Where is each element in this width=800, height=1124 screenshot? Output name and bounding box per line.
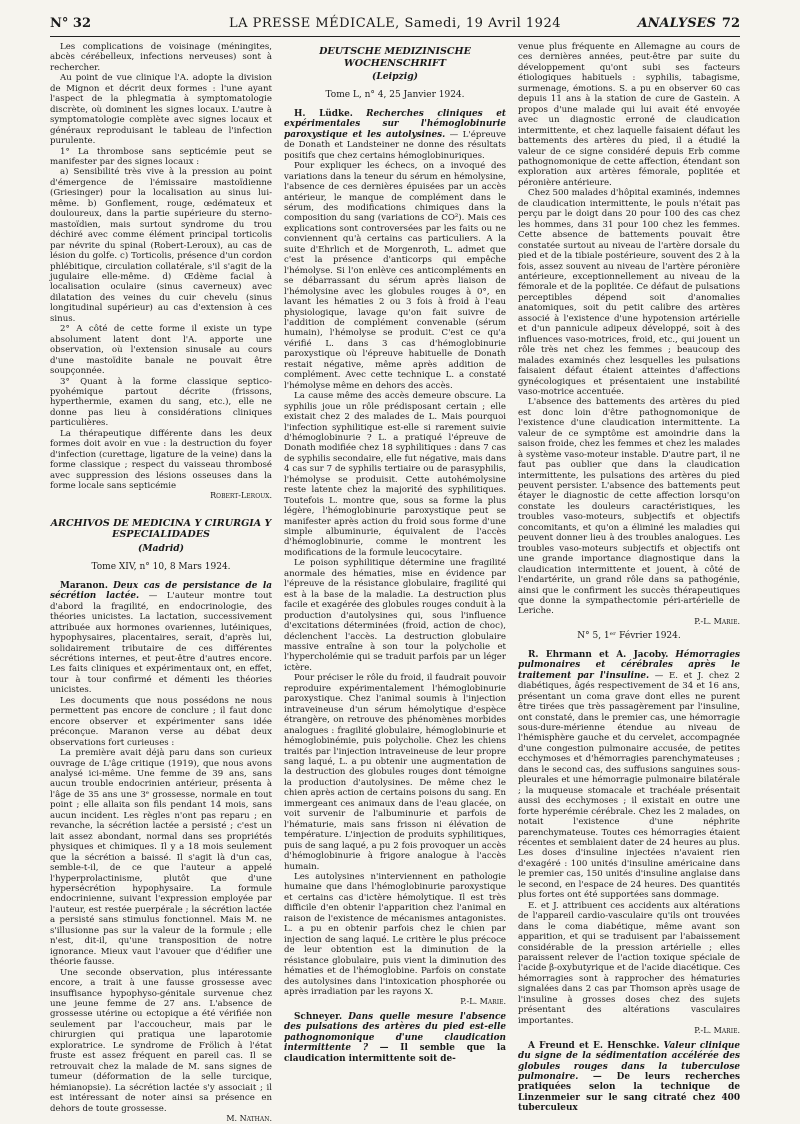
paragraph: La thérapeutique différente dans les deux formes doit avoir en vue : la destruction du foyer d'infection (curettage, ligature de la veine) dans la forme classique ; respect du vaisseau thrombosé avec suppression des lésions osseuses dans la forme locale sans septicémie — [50, 428, 272, 492]
article-title: Valeur clinique du signe de la sédimentation accélérée des globules rouges dans la tuberculose pulmonaire. — [518, 1040, 740, 1082]
journal-issue: N° 5, 1ᵉʳ Février 1924. — [577, 631, 681, 642]
paragraph: a) Sensibilité très vive à la pression au point d'émergence de l'émissaire mastoïdienne (Griesinger) pour la localisation au sinus lui-même. b) Gonflement, rouge, œdémateux et douloureux, dans la partie supérieure du sterno-mastoïdien, mais surtout syndrome du trou déchiré avec comme élément principal torticolis par névrite du spinal (Robert-Leroux), au cas de lésion du golfe. c) Torticolis, présence d'un cordon phlébitique, circulation collatérale, s'il s'agit de la jugulaire elle-même. d) Œdème facial à localisation oculaire (sinus caverneux) avec dilatation des veines du cuir chevelu (sinus longitudinal supérieur) au cas d'extension à ces sinus. — [50, 167, 272, 324]
header-rule — [50, 36, 740, 37]
signature: M. Nathan. — [226, 1113, 272, 1123]
signature: P.-L. Marie. — [694, 1026, 740, 1036]
paragraph: E. et J. attribuent ces accidents aux altérations de l'appareil cardio-vasculaire qu'ils ont trouvées dans le coma diabétique, même avant son apparition, et qui se traduisent par l'abaissement considérable de la pression artérielle ; elles paraissent relever de l'action toxique spéciale de l'acide β-oxybutyrique et de l'acide diacétique. Ces hémorragies sont à rapprocher des hématuries signalées dans 2 cas par Thomson après usage de l'insuline à grosses doses chez des sujets présentant des altérations vasculaires importantes. — [518, 900, 740, 1026]
issue-number: N° 32 — [50, 16, 91, 31]
article-author: Maranon. — [60, 580, 108, 591]
column-3 — [518, 42, 741, 1114]
signature: Robert-Leroux. — [210, 491, 272, 501]
paragraph: Pour expliquer les échecs, on a invoqué des variations dans la teneur du sérum en hémolysine, l'absence de ces dernières épuisées par un accès antérieur, le manque de complément dans le sérum, des modifications chimiques dans la composition du sang (variations de CO²). Mais ces explications sont controversées par les faits ou ne conviennent qu'à certains cas particuliers. A la suite d'Ehrlich et de Morgenroth, L. admet que c'est la présence d'anticorps qui empêche l'hémolyse. Si l'on enlève ces anticompléments en se débarrassant du sérum après liaison de l'hémolysine avec les globules rouges à 0°, en lavant les hématies 2 ou 3 fois à froid à l'eau physiologique, lavage qu'on fait suivre de l'addition de complément convenable (sérum humain), l'hémolyse se produit. C'est ce qu'a vérifié L. dans 3 cas d'hémoglobinurie paroxystique où l'épreuve habituelle de Donath restait négative, même après addition de complément. Avec cette technique L. a constaté l'hémolyse même en dehors des accès. — [284, 161, 506, 391]
page-header — [50, 14, 740, 34]
article-author: H. Lüdke. — [294, 108, 353, 119]
article-abstract — [518, 1041, 740, 1114]
journal-title: DEUTSCHE MEDIZINISCHE WOCHENSCHRIFT — [319, 46, 471, 69]
paragraph: La cause même des accès demeure obscure. La syphilis joue un rôle prédisposant certain ; elle existait chez 2 des malades de L. Mais pourquoi l'infection syphilitique est-elle si rarement suivie d'hémoglobinurie ? L. a pratiqué l'épreuve de Donath modifiée chez 18 syphilitiques : dans 7 cas de syphilis secondaire, elle fut négative, mais dans 4 cas sur 7 de syphilis tertiaire ou de parasyphilis, l'hémolyse se produisit. Cette autohémolysine reste latente chez la majorité des syphilitiques. Toutefois L. montre que, sous sa forme la plus légère, l'hémoglobinurie paroxystique peut se manifester après action du froid sous forme d'une simple albuminurie, équivalent de l'accès d'hémoglobinurie, comme le montrent les modifications de la formule leucocytaire. — [284, 391, 506, 558]
article-title: Deux cas de persistance de la sécrétion lactée. — [50, 580, 273, 602]
paragraph: 2° A côté de cette forme il existe un type absolument latent dont l'A. apporte une observation, où l'extension sinusale au cours d'une mastoïdite banale ne pouvait être soupçonnée. — [50, 324, 272, 377]
article-text: — E. et J. chez 2 diabétiques, âgés respectivement de 34 et 16 ans, présentant un coma grave dont elles ne purent être tirées que très passagèrement par l'insuline, ont constaté, dans le premier cas, une hémorragie sous-dure-mérienne étendue au niveau de l'hémisphère gauche et du cervelet, accompagnée d'une congestion pulmonaire accusée, de petites ecchymoses et d'hémorragies parenchymateuses ; dans le second cas, des suffusions sanguines sous-pleurales et une hémorragie pulmonaire bilatérale ; la muqueuse stomacale et trachéale présentait aussi des ecchymoses ; il existait en outre une forte hyperémie cérébrale. Chez les 2 malades, on notait l'existence d'une néphrite parenchymateuse. Toutes ces hémorragies étaient récentes et semblaient dater de 24 heures au plus. Les doses d'insuline injectées n'avaient rien d'exagéré : 100 unités d'insuline américaine dans le premier cas, 150 unités d'insuline anglaise dans le second, en l'espace de 24 heures. Des quantités plus fortes ont été supportées sans dommage. — [518, 670, 741, 901]
article-title: Dans quelle mesure l'absence des pulsations des artères du pied est-elle pathognomonique d'une claudication intermittente ? — [284, 1011, 507, 1054]
signature: P.-L. Marie. — [460, 997, 506, 1007]
journal-issue: Tome XIV, n° 10, 8 Mars 1924. — [91, 562, 231, 573]
paragraph: Pour préciser le rôle du froid, il faudrait pouvoir reproduire expérimentalement l'hémoglobinurie paroxystique. Chez l'animal soumis à l'injection intraveineuse d'un sérum hémolytique d'espèce étrangère, on retrouve des phénomènes morbides analogues : fragilité globulaire, hémoglobinurie et hémoglobinémie, puis polycholie. Chez les chiens traités par l'injection intraveineuse de leur propre sang laqué, L. a pu obtenir une augmentation de la destruction des globules rouges dont témoigne la production d'autolysines. De même chez le chien après action de certains poisons du sang. En immergeant ces animaux dans de l'eau glacée, on voit survenir de l'albuminurie et parfois de l'hématurie, mais sans frisson ni élévation de température. L'injection de produits syphilitiques, puis de sang laqué, a pu 2 fois provoquer un accès d'hémoglobinurie à frigore analogue à l'accès humain. — [284, 673, 506, 872]
paragraph: Les complications de voisinage (méningites, abcès cérébelleux, infections nerveuses) sont à rechercher. — [50, 42, 272, 73]
paragraph: L'absence des battements des artères du pied est donc loin d'être pathognomonique de l'existence d'une claudication intermittente. La valeur de ce symptôme est amoindrie dans la saison froide, chez les femmes et chez les malades à système vaso-moteur instable. D'autre part, il ne faut pas oublier que dans la claudication intermittente, les pulsations des artères du pied peuvent persister. L'absence des battements peut étayer le diagnostic de cette affection lorsqu'on constate les douleurs caractéristiques, les troubles vaso-moteurs, subjectifs et objectifs concomitants, et qu'on a éliminé les maladies qui peuvent donner lieu à des troubles analogues. Les troubles vaso-moteurs subjectifs et objectifs ont une grande importance diagnostique dans la claudication intermittente et jouent, à côté de l'endartérite, un grand rôle dans sa pathogénie, ainsi que le confirment les succès thérapeutiques que donne la sympathectomie péri-artérielle de Leriche. — [518, 397, 740, 617]
journal-issue: Tome L, n° 4, 25 Janvier 1924. — [325, 90, 465, 101]
column-1 — [50, 42, 273, 1123]
journal-city: (Madrid) — [138, 542, 184, 554]
paragraph: La première avait déjà paru dans son curieux ouvrage de L'âge critique (1919), que nous avons analysé ici-même. Une femme de 39 ans, sans aucun trouble endocrinien antérieur, présenta à l'âge de 35 ans une 3ᵉ grossesse, normale en tout point ; elle allaita son fils pendant 14 mois, sans aucun incident. Les règles n'ont pas reparu ; en revanche, la sécrétion lactée a persisté ; c'est un lait assez abondant, normal dans ses propriétés physiques et chimiques. Il y a 18 mois seulement que la sécrétion a baissé. Il s'agit là d'un cas, semble-t-il, de ce que l'auteur a appelé l'hyperprolactinisme, plutôt que d'une hypersécrétion hypophysaire. La formule endocrinienne, suivant l'expression employée par l'auteur, est restée puerpérale ; la sécrétion lactée a persisté sans stimulus fonctionnel. Mais M. ne s'illusionne pas sur la valeur de la formule ; elle n'est, dit-il, qu'une transposition de notre ignorance. Mieux vaut l'avouer que d'édifier une théorie fausse. — [50, 748, 272, 968]
article-text: — L'auteur montre tout d'abord la fragilité, en endocrinologie, des théories unicistes. La lactation, successivement attribuée aux hormones ovariennes, lutéiniques, hypophysaires, placentaires, serait, d'après lui, solidairement tributaire de ces différentes sécrétions internes, et peut-être d'autres encore. Les faits cliniques et expérimentaux ont, en effet, tour à tour confirmé et démenti les théories unicistes. — [50, 591, 272, 696]
paragraph: 1° La thrombose sans septicémie peut se manifester par des signes locaux : — [50, 146, 272, 167]
paragraph: Au point de vue clinique l'A. adopte la division de Mignon et décrit deux formes : l'une ayant l'aspect de la phlegmatia à symptomatologie discrète, où dominent les signes locaux. L'autre à symptomatologie complète avec signes locaux et généraux reproduisant le tableau de l'infection purulente. — [50, 73, 272, 147]
article-abstract — [50, 581, 272, 696]
article-abstract — [518, 650, 740, 901]
article-author: Schneyer. — [294, 1011, 343, 1022]
journal-city: (Leipzig) — [371, 71, 419, 82]
journal-masthead: LA PRESSE MÉDICALE, Samedi, 19 Avril 1924 — [228, 16, 561, 31]
article-text: — De leurs recherches pratiquées selon la technique de Linzenmeier sur le sang citraté chez 400 tuberculeux — [518, 1071, 740, 1114]
article-author: R. Ehrmann et A. Jacoby. — [528, 649, 669, 660]
article-title: Hémorragies pulmonaires et cérébrales après le traitement par l'insuline. — [518, 649, 740, 681]
article-text: — Il semble que la claudication intermittente soit de- — [284, 1043, 506, 1064]
paragraph: Une seconde observation, plus intéressante encore, a trait à une fausse grossesse avec insuffisance hypophyso-génitale survenue chez une jeune femme de 27 ans. L'absence de grossesse utérine ou ectopique a été vérifiée non seulement par l'accoucheur, mais par le chirurgien qui pratiqua une laparotomie exploratrice. Le syndrome de Frölich à l'état fruste est assez fréquent en pareil cas. Il se retrouvait chez la malade de M. sans signes de tumeur (déformation de la selle turcique, hémianopsie). La sécrétion lactée s'y associait ; il est intéressant de noter ainsi sa présence en dehors de toute grossesse. — [50, 967, 272, 1114]
paragraph: Le poison syphilitique détermine une fragilité anormale des hématies, mise en évidence par l'épreuve de la résistance globulaire, fragilité qui est à la base de la maladie. La destruction plus facile et exagérée des globules rouges conduit à la production d'autolysines qui, sous l'influence d'excitations déterminées (froid, action de choc), déclenchent l'accès. La destruction globulaire massive entraîne à son tour la polycholie et l'hypercholémie qui se traduit parfois par un léger ictère. — [284, 558, 506, 673]
article-author: A Freund et E. Henschke. — [528, 1040, 660, 1051]
paragraph: Les autolysines n'interviennent en pathologie humaine que dans l'hémoglobinurie paroxystique et certains cas d'ictère hémolytique. Il est très difficile d'en obtenir l'apparition chez l'animal en raison de l'existence de mécanismes antagonistes. L. a pu en obtenir parfois chez le chien par injection de sang laqué. Le critère le plus précoce de leur obtention est la diminution de la résistance globulaire, puis vient la diminution des hématies et de l'hémoglobine. Parfois on constate des autolysines dans l'intoxication phosphorée ou après irradiation par les rayons X. — [284, 871, 506, 997]
signature: P.-L. Marie. — [694, 616, 740, 626]
article-abstract — [284, 1012, 506, 1064]
section-name: ANALYSES — [637, 16, 716, 31]
article-title: Recherches cliniques et expérimentales sur l'hémoglobinurie paroxystique et les autolysines. — [284, 108, 506, 140]
paragraph: venue plus fréquente en Allemagne au cours de ces dernières années, peut-être par suite du développement qu'ont subi ses facteurs étiologiques habituels : syphilis, tabagisme, surmenage, émotions. S. a pu en observer 60 cas depuis 11 ans à la station de cure de Gastein. A propos d'une malade qui lui avait été envoyée avec un diagnostic erroné de claudication intermittente, et chez laquelle faisaient défaut les battements des artères du pied, il a étudié la valeur de ce signe considéré depuis Erb comme pathognomonique de cette affection, étendant son exploration aux artères fémorale, poplitée et péronière antérieure. — [518, 42, 740, 188]
journal-title: ARCHIVOS DE MEDICINA Y CIRURGIA Y ESPECIALIDADES — [50, 517, 272, 541]
paragraph: 3° Quant à la forme classique septico-pyohémique partout décrite (frissons, hyperthermie, examen du sang, etc.), elle ne donne pas lieu à considérations cliniques particulières. — [50, 376, 272, 429]
section-header — [638, 14, 740, 34]
page-number: 72 — [721, 16, 740, 31]
paragraph: Les documents que nous possédons ne nous permettent pas encore de conclure ; il faut donc encore observer et expérimenter sans idée préconçue. Maranon verse au débat deux observations fort curieuses : — [50, 695, 272, 748]
article-text: — L'épreuve de Donath et Landsteiner ne donne des résultats positifs que chez certains hémoglobinuriques. — [284, 129, 507, 161]
column-2 — [284, 42, 506, 1067]
paragraph: Chez 500 malades d'hôpital examinés, indemnes de claudication intermittente, le pouls n'était pas perçu par le doigt dans 20 pour 100 des cas chez les hommes, dans 31 pour 100 chez les femmes. Cette absence de battements pouvait être constatée surtout au niveau de l'artère dorsale du pied et de la tibiale postérieure, souvent des 2 à la fois, assez souvent au niveau de l'artère péronière antérieure, exceptionnellement au niveau de la fémorale et de la poplitée. Ce défaut de pulsations perceptibles dépend soit d'anomalies anatomiques, soit du petit calibre des artères associé à l'existence d'une hypotension artérielle et d'un pannicule adipeux développé, soit à des influences vaso-motrices, froid, etc., qui jouent un rôle très net chez les femmes ; beaucoup des malades examinés chez lesquelles les pulsations faisaient défaut étaient atteintes d'affections gynécologiques et présentaient une instabilité vaso-motrice accentuée. — [518, 188, 740, 397]
article-abstract — [284, 109, 506, 161]
